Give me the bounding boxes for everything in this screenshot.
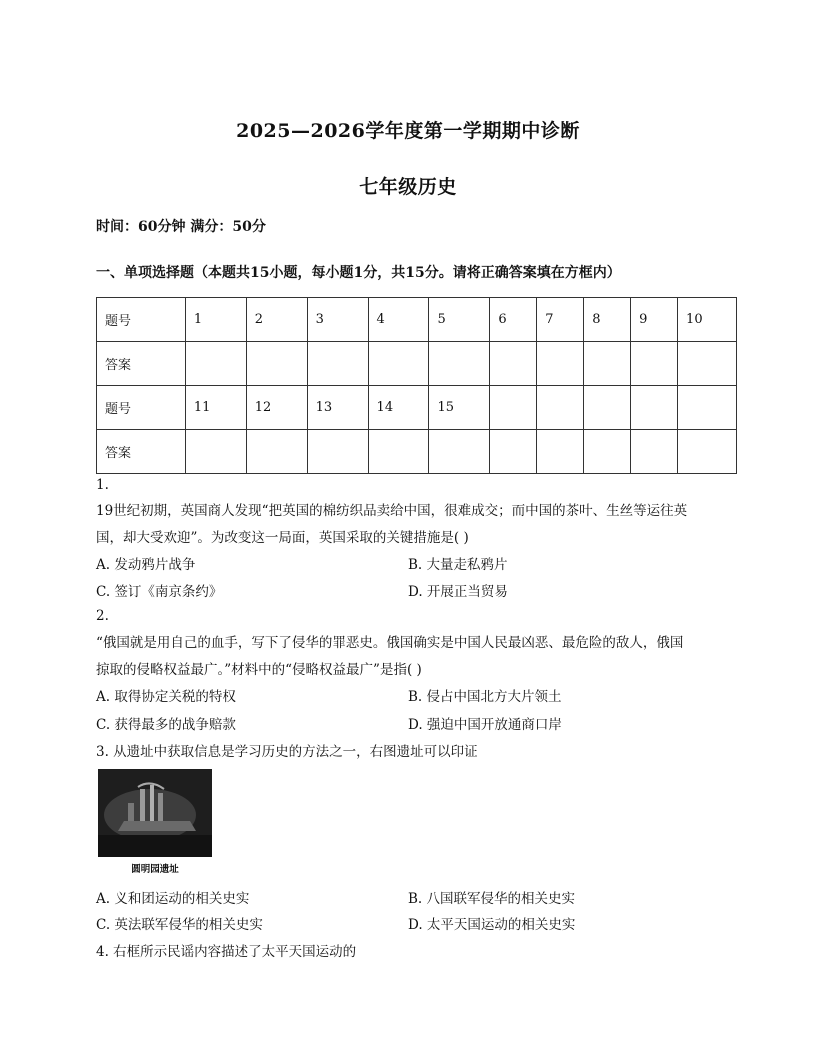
q3-option-d[interactable]: D. 太平天国运动的相关史实 (408, 917, 576, 933)
exam-meta: 时间：60分钟 满分：50分 (96, 219, 266, 235)
q2-option-c[interactable]: C. 获得最多的战争赔款 (96, 717, 236, 733)
section-heading: 一、单项选择题（本题共15小题，每小题1分，共15分。请将正确答案填在方框内） (96, 265, 621, 281)
question-number-cell: 8 (584, 298, 631, 342)
answer-cell[interactable] (246, 430, 307, 474)
q1-option-c[interactable]: C. 签订《南京条约》 (96, 584, 223, 600)
q2-stem-line1: “俄国就是用自己的血手，写下了侵华的罪恶史。俄国确实是中国人民最凶恶、最危险的敌人，俄国 (96, 635, 684, 651)
ruins-photo-drawing (98, 769, 212, 857)
q2-option-b[interactable]: B. 侵占中国北方大片领土 (408, 689, 562, 705)
row-label-answer: 答案 (97, 430, 186, 474)
row-label-number: 题号 (97, 386, 186, 430)
q2-number: 2. (96, 608, 109, 624)
question-number-cell: 7 (537, 298, 584, 342)
answer-cell[interactable] (678, 342, 737, 386)
question-number-cell (584, 386, 631, 430)
answer-cell[interactable] (307, 342, 368, 386)
q3-option-a[interactable]: A. 义和团运动的相关史实 (96, 891, 250, 907)
q4-stem: 4. 右框所示民谣内容描述了太平天国运动的 (96, 944, 357, 960)
question-number-cell: 11 (185, 386, 246, 430)
answer-cell[interactable] (368, 430, 429, 474)
q2-option-a[interactable]: A. 取得协定关税的特权 (96, 689, 236, 705)
table-row (97, 342, 737, 386)
question-number-cell (631, 386, 678, 430)
ruins-photo (98, 769, 212, 857)
q3-option-c[interactable]: C. 英法联军侵华的相关史实 (96, 917, 263, 933)
question-number-cell (490, 386, 537, 430)
answer-cell[interactable] (537, 342, 584, 386)
question-number-cell: 12 (246, 386, 307, 430)
q2-option-d[interactable]: D. 强迫中国开放通商口岸 (408, 717, 562, 733)
answer-cell[interactable] (429, 342, 490, 386)
question-number-cell: 14 (368, 386, 429, 430)
q1-stem-line2: 国，却大受欢迎”。为改变这一局面，英国采取的关键措施是( ) (96, 530, 469, 546)
answer-table (96, 297, 737, 474)
answer-cell[interactable] (678, 430, 737, 474)
q3-option-b[interactable]: B. 八国联军侵华的相关史实 (408, 891, 576, 907)
answer-cell[interactable] (631, 342, 678, 386)
answer-cell[interactable] (490, 430, 537, 474)
answer-cell[interactable] (185, 430, 246, 474)
ruins-photo-caption: 圆明园遗址 (131, 864, 179, 875)
question-number-cell: 6 (490, 298, 537, 342)
question-number-cell: 2 (246, 298, 307, 342)
question-number-cell (678, 386, 737, 430)
answer-cell[interactable] (584, 430, 631, 474)
answer-cell[interactable] (537, 430, 584, 474)
question-number-cell: 9 (631, 298, 678, 342)
exam-subject: 七年级历史 (359, 176, 457, 198)
q1-option-d[interactable]: D. 开展正当贸易 (408, 584, 508, 600)
question-number-cell: 15 (429, 386, 490, 430)
answer-cell[interactable] (307, 430, 368, 474)
q1-stem-line1: 19世纪初期，英国商人发现“把英国的棉纺织品卖给中国，很难成交；而中国的茶叶、生丝等运往英 (96, 503, 688, 519)
question-number-cell: 10 (678, 298, 737, 342)
row-label-answer: 答案 (97, 342, 186, 386)
table-row (97, 430, 737, 474)
q1-number: 1. (96, 477, 109, 493)
q3-stem: 3. 从遗址中获取信息是学习历史的方法之一，右图遗址可以印证 (96, 744, 478, 760)
question-number-cell (537, 386, 584, 430)
question-number-cell: 13 (307, 386, 368, 430)
answer-cell[interactable] (368, 342, 429, 386)
question-number-cell: 4 (368, 298, 429, 342)
exam-title: 2025—2026学年度第一学期期中诊断 (236, 120, 580, 142)
table-row (97, 386, 737, 430)
q1-option-a[interactable]: A. 发动鸦片战争 (96, 557, 196, 573)
answer-cell[interactable] (584, 342, 631, 386)
question-number-cell: 1 (185, 298, 246, 342)
answer-cell[interactable] (429, 430, 490, 474)
answer-cell[interactable] (631, 430, 678, 474)
q1-option-b[interactable]: B. 大量走私鸦片 (408, 557, 508, 573)
answer-cell[interactable] (185, 342, 246, 386)
row-label-number: 题号 (97, 298, 186, 342)
table-row (97, 298, 737, 342)
answer-cell[interactable] (490, 342, 537, 386)
answer-cell[interactable] (246, 342, 307, 386)
question-number-cell: 3 (307, 298, 368, 342)
q2-stem-line2: 掠取的侵略权益最广。”材料中的“侵略权益最广”是指( ) (96, 662, 422, 678)
question-number-cell: 5 (429, 298, 490, 342)
